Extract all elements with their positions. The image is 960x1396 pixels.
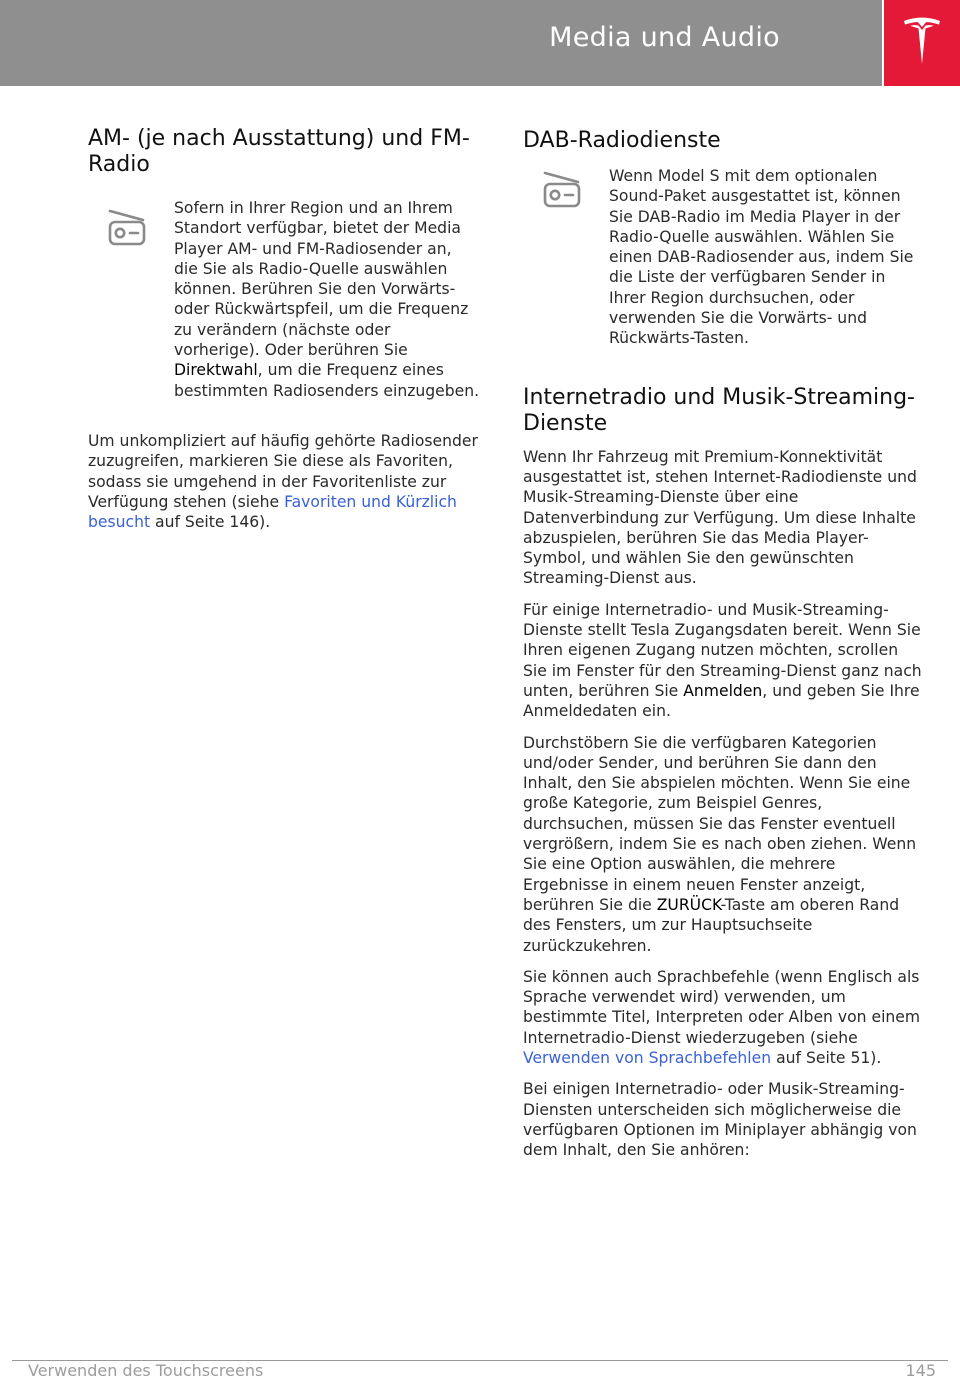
link-favoriten[interactable]: Favoriten und Kürzlich besucht — [88, 492, 457, 532]
footer-section: Verwenden des Touchscreens — [28, 1361, 264, 1380]
paragraph-text: Durchstöbern Sie die verfügbaren Kategorien und/oder Sender, und berühren Sie dann den Inhalt, den Sie abspielen möchten. Wenn Sie eine große Kategorie, zum Beispiel Genres, durchsuchen, müssen Sie das Fenster eventuell vergrößern, indem Sie es nach oben ziehen. Wenn Sie eine Option auswählen, die mehrere Ergebnisse in einem neuen Fenster anzeigt, berühren Sie die — [523, 733, 917, 914]
note-text: Wenn Model S mit dem optionalen Sound-Paket ausgestattet ist, können Sie DAB-Radio im Media Player in der Radio-Quelle auswählen. Wählen Sie einen DAB-Radiosender aus, indem Sie die Liste der verfügbaren Sender in Ihrer Region durchsuchen, oder verwenden Sie die Vorwärts- und Rückwärts-Tasten. — [609, 167, 914, 348]
section-heading-am-fm: AM- (je nach Ausstattung) und FM-Radio — [88, 126, 470, 177]
link-sprachbefehle[interactable]: Verwenden von Sprachbefehlen — [523, 1048, 772, 1067]
paragraph-text: , und geben Sie Ihre Anmeldedaten ein. — [523, 681, 920, 721]
paragraph-text: Um unkompliziert auf häufig gehörte Radiosender zuzugreifen, markieren Sie diese als Favoriten, sodass sie umgehend in der Favoritenliste zur Verfügung stehen (siehe — [88, 431, 478, 511]
paragraph-text: -Taste am oberen Rand des Fensters, um zur Hauptsuchseite zurückzukehren. — [523, 895, 900, 955]
ui-term-zurueck: ZURÜCK — [656, 895, 721, 914]
radio-note — [88, 198, 480, 401]
left-column — [88, 126, 480, 532]
section-heading-internetradio: Internetradio und Musik-Streaming-Dienste — [523, 384, 915, 436]
ui-term-anmelden: Anmelden — [683, 681, 763, 700]
paragraph-5: Bei einigen Internetradio- oder Musik-Streaming-Diensten unterscheiden sich möglicherweise die verfügbaren Optionen im Miniplayer abhängig von dem Inhalt, den Sie anhören: — [523, 1080, 917, 1160]
paragraph-4 — [523, 967, 923, 1068]
section-heading-dab: DAB-Radiodienste — [523, 128, 721, 153]
paragraph-text: Für einige Internetradio- und Musik-Streaming-Dienste stellt Tesla Zugangsdaten bereit. Wenn Sie Ihren eigenen Zugang nutzen möchten, scrollen Sie im Fenster für den Streaming-Dienst ganz nach unten, berühren Sie — [523, 600, 922, 700]
paragraph-text: Sie können auch Sprachbefehle (wenn Englisch als Sprache verwendet wird) verwenden, um bestimmte Titel, Interpreten oder Alben von einem Internetradio-Dienst wiederzugeben (siehe — [523, 967, 921, 1047]
dab-note — [523, 166, 923, 349]
paragraph-text: auf Seite 51). — [776, 1048, 882, 1067]
ui-term-direktwahl: Direktwahl — [174, 361, 258, 380]
right-column — [523, 126, 923, 1160]
brand-box — [884, 0, 960, 86]
page-header — [0, 0, 882, 86]
note-text-part: Sofern in Ihrer Region und an Ihrem Standort verfügbar, bietet der Media Player AM- und FM-Radiosender an, die Sie als Radio-Quelle auswählen können. Berühren Sie den Vorwärts- oder Rückwärtspfeil, um die Frequenz zu verändern (nächste oder vorherige). Oder berühren Sie — [174, 199, 469, 360]
radio-icon — [88, 208, 146, 248]
chapter-title: Media und Audio — [549, 22, 780, 53]
tesla-logo-icon — [902, 17, 942, 67]
paragraph-3 — [523, 733, 923, 956]
note-text-part: , um die Frequenz eines bestimmten Radiosenders einzugeben. — [174, 361, 480, 400]
note-text — [174, 198, 480, 401]
paragraph-1: Wenn Ihr Fahrzeug mit Premium-Konnektivität ausgestattet ist, stehen Internet-Radiodienste und Musik-Streaming-Dienste über eine Datenverbindung zur Verfügung. Um diese Inhalte abzuspielen, berühren Sie das Media Player-Symbol, und wählen Sie den gewünschten Streaming-Dienst aus. — [523, 447, 917, 588]
favorites-paragraph — [88, 431, 480, 532]
paragraph-text: auf Seite 146). — [155, 513, 271, 532]
radio-icon — [523, 170, 581, 210]
paragraph-2 — [523, 600, 923, 722]
page-number: 145 — [905, 1361, 936, 1380]
